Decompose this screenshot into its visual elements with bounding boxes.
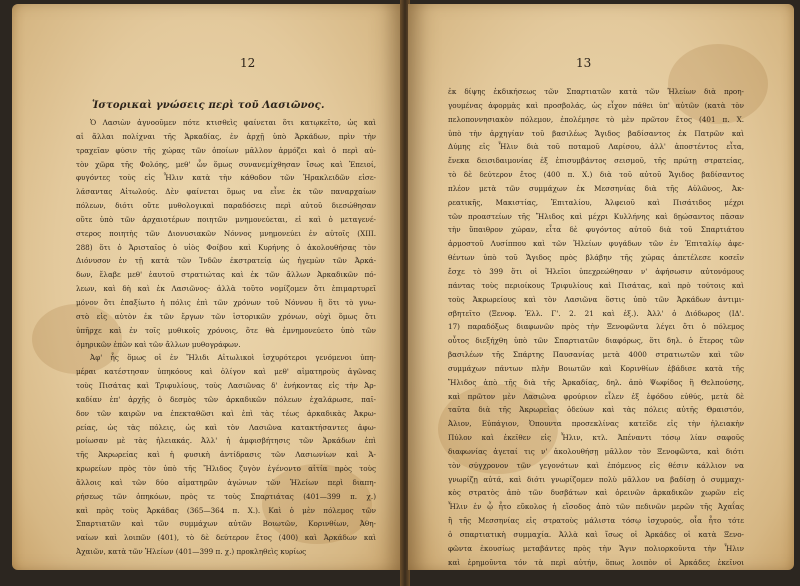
text-line: μόνον ὅτι ἐπαξίωτο ἡ πόλις ἐπὶ τῶν χρόνων τοῦ Νόννου ἢ ὅτι τὸ γνω- <box>76 297 376 307</box>
text-line: καὶ πρῶτον μὲν Λασιῶνα φρούριον εἶλεν ἐξ ἐφόδου εὐθύς, μετὰ δὲ <box>448 391 744 401</box>
right-page <box>408 4 794 570</box>
text-line: δων, ἔλαβε μεθ' ἑαυτοῦ στρατιώτας καὶ ἐκ τῶν ἄλλων Ἀρκαδικῶν πό- <box>76 270 376 280</box>
section-heading: Ἱστορικαὶ γνώσεις περὶ τοῦ Λασιῶνος. <box>92 100 325 111</box>
text-line: ὁ σπαρτιατικὴ συμμαχία. Ἀλλὰ καὶ ἴσως οἱ Ἀρκάδες οἱ κατὰ Ξενο- <box>448 530 744 539</box>
text-line: ὑπῆρχε καὶ ἐν τοῖς μυθικοῖς χρόνοις, ὅτε θὰ ἐμνημονεύετο ὑπὸ τῶν <box>76 325 376 335</box>
text-line: πόλεων, διότι οὔτε μυθολογικαὶ παραδόσεις περὶ αὐτοῦ διεσώθησαν <box>76 201 376 211</box>
text-line: τοὺς Πισάτας καὶ Τριφυλίους, τοὺς Λασιῶνας δ' ἐνήκοντας εἰς τὴν Ἀρ- <box>76 381 376 391</box>
left-page <box>12 4 402 570</box>
text-line: ὁμηρικῶν ἐπῶν καὶ τῶν ἄλλων μυθογράφων. <box>76 339 241 349</box>
text-line: στὸ εἰς αὐτὸν ἐκ τῶν ἔργων τῶν ἱστορικῶν χρόνων, οὐχὶ ὅμως ὅτι <box>76 311 376 321</box>
text-line: συμμάχων πάντων πλὴν Βοιωτῶν καὶ Κορινθίων ἐβάδισε κατὰ τῆς <box>448 363 744 373</box>
text-line: λεων, καὶ δὴ καὶ ἐκ Λασιῶνος· ἀλλὰ τοῦτο νομίζομεν ὅτι ἐπιμαρτυρεῖ <box>76 284 376 294</box>
text-line: καὶ ἐρημοῦντα τόν τὰ περὶ αὐτήν, ὅπως λοιπὸν οἱ Ἀρκάδες ἐκεῖνοι <box>448 557 744 567</box>
text-line: οὔτε ὑπὸ τῶν ἀρχαιοτέρων ποιητῶν μνημονεύεται, εἰ καὶ ὁ μεταγενέ- <box>76 214 376 224</box>
text-line: γνωρίζῃ αὐτά, καὶ διότι γνωρίζομεν πολὺ μᾶλλον να βαδίσῃ ὁ συμμαχι- <box>448 474 744 484</box>
text-line: στερος ποιητὴς τῶν Διονυσιακῶν Νόννος μνημονεύει ἐν αὐτοῖς (ΧΙΙΙ. <box>76 228 376 238</box>
text-line: Ἀχαιῶν, κατὰ τῶν Ἠλείων (401—399 π. χ.) προκληθεὶς κυρίως <box>76 547 307 557</box>
text-line: δον τῶν καιρῶν να ἐπεκταθῶσι καὶ ἐπὶ τὰς τέως ἀρκαδικὰς Ἀκρω- <box>76 408 376 418</box>
text-line: Σπαρτιατῶν καὶ τῶν συμμάχων αὐτῶν Βοιωτῶν, Κορινθίων, Ἀθη- <box>76 519 376 529</box>
text-line: τὸν χῶρα τῆς Φολόης, μεθ' ὧν ὅμως συνανεμίχθησαν ἴσως καὶ Ἐπειοί, <box>76 159 376 169</box>
text-line: φῶντα ἑκουσίως μεταβάντες πρὸς τὴν Ἄγιν πολιορκοῦντα τὴν Ἦλιν <box>448 543 744 553</box>
text-line: Ἀλιον, Εὐπάγιον, Ὀπουντα προσεκλίνας κατεῖδε εἰς τὴν ἠλειακὴν <box>448 419 744 429</box>
text-line: θέντων ὑπὸ τοῦ Ἄγιδος πρὸς βλάβην τῆς χώρας ἀπετέλεσε κοσεῖν <box>448 253 744 263</box>
text-line: ἁρμοστοῦ Λυσίππου καὶ τῶν Ἠλείων φυγάδων τῶν ἐν Ἐπιταλίῳ ἀφε- <box>448 239 744 249</box>
text-line: καὶ πρὸς τοὺς Ἀρκάδας (365—364 π. Χ.). Καὶ ὁ μὲν πόλεμος τῶν <box>76 505 376 515</box>
text-line: Ἦλιν ἐν ᾧ ἦτο εὔκολος ἡ εἴσοδος ἀπὸ τῶν πεδινῶν μερῶν τῆς Ἀχαΐας <box>448 502 744 512</box>
page-number: 13 <box>576 56 592 70</box>
text-line: ἢ τῆς Μεσσηνίας εἰς στρατοὺς μάλιστα τόσῳ ἰσχυρούς, οἷα ἦτο τότε <box>448 516 744 526</box>
text-line: Ἀφ' ἧς ὅμως οἱ ἐν Ἤλιδι Αἰτωλικοὶ ἰσχυρότεροι γενόμενοι ὑπη- <box>90 353 376 363</box>
text-line: Διόνυσον ἐν τῇ κατὰ τῶν Ἰνδῶν ἐκστρατείᾳ ὡς ἡγεμὼν τῶν Ἀρκά- <box>76 256 376 266</box>
text-line: τὴν ὕπαιθρον χώραν, εἶτα δὲ φυγόντος αὐτοῦ διὰ τοῦ Σπαρτιάτου <box>448 225 744 235</box>
text-line: βασιλέων τῆς Σπάρτης Παυσανίας μετὰ 4000 στρατιωτῶν καὶ τῶν <box>448 350 744 360</box>
text-line: αἱ ἄλλαι πολίχναι τῆς Ἀρκαδίας, ἐν ἀρχῇ ὑπὸ Ἀρκάδων, πρὶν τὴν <box>76 131 376 141</box>
text-line: 17) παραδόξως διαφωνῶν πρὸς τὴν Ξενοφῶντα λέγει ὅτι ὁ πόλεμος <box>448 322 744 332</box>
left-body-text <box>76 116 376 559</box>
text-line: ταῦτα διὰ τῆς Ἀκρωρείας ὁδεύων καὶ τὰς πόλεις αὐτῆς Θραιστόν, <box>448 405 744 415</box>
text-line: πλέον μετὰ τῶν συμμάχων ἐκ Μεσσηνίας διὰ τῆς Αὐλῶνος, Ἀκ- <box>448 183 744 193</box>
text-line: φυγόντες τοὺς εἰς Ἦλιν κατὰ τὴν κάθοδον τῶν Ἡρακλειδῶν εἰσε- <box>76 173 376 183</box>
text-line: Δύμης εἰς Ἦλιν διὰ τοῦ ποταμοῦ Λαρίσου, ἀλλ' ἀποστέντος εἶτα, <box>448 142 744 152</box>
text-line: πελοποννησιακὸν πόλεμον, ἐπολέμησε τὸ μὲν πρῶτον ἔτος (401 π. Χ. <box>448 114 744 124</box>
text-line: γουμένας ἀφορμὰς καὶ προσβολάς, ὡς εἶχον πάθει ὑπ' αὐτῶν (κατὰ τὸν <box>448 100 744 110</box>
text-line: τῶν προαστείων τῆς Ἤλιδος καὶ μέχρι Κυλλήνης καὶ δῃώσαντος πᾶσαν <box>448 211 744 221</box>
text-line: 288) ὅτι ὁ Ἀρισταῖος ὁ υἱὸς Φοίβου καὶ Κυρήνης ὁ ἀκολουθήσας τὸν <box>76 242 376 252</box>
text-line: σβητεῖτο (Ξενοφ. Ἑλλ. Γ'. 2. 21 καὶ ἑξ.). Ἀλλ' ὁ Διόδωρος (ΙΔ'. <box>448 308 744 318</box>
text-line: Ἤλιδος ἀπὸ τῆς διὰ τῆς Ἀρκαδίας, δηλ. ἀπὸ Ψωφίδος ἢ Θελπούσης, <box>448 377 744 387</box>
right-body-text <box>448 85 744 570</box>
text-line: τῆς Ἀκρωρείας καὶ ἡ φυσικὴ ἀντίδρασις τῶν Λασιωνίων καὶ Ἀ- <box>76 450 376 460</box>
text-line: ὑπὸ τὴν ἀρχηγίαν τοῦ βασιλέως Ἄγιδος βαδίσαντος ἐκ Πατρῶν καὶ <box>448 128 744 138</box>
text-line: ἕνεκα δεισιδαιμονίας ἐξ ἐπισυμβάντος σεισμοῦ, τῆς πρώτῃ στρατείας, <box>448 156 744 166</box>
open-book <box>12 0 794 586</box>
text-line: κὸς στρατὸς ἀπὸ τῶν δυσβάτων καὶ ὀρεινῶν ἀρκαδικῶν χωρῶν εἰς <box>448 488 744 498</box>
text-line: Ὁ Λασιὼν ἀγνοοῦμεν πότε κτισθεὶς φαίνεται ὅτι κατῳκεῖτο, ὡς καὶ <box>90 118 376 127</box>
text-line: ναίων καὶ λοιπῶν (401), τὸ δὲ δεύτερον ἔτος (400) καὶ Ἀρκάδων καὶ <box>76 533 376 543</box>
text-line: διαφωνίας ἀγεταί τις ν' ἀκολουθήσῃ μᾶλλον τὸν Ξενοφῶντα, καὶ διότι <box>448 446 744 456</box>
text-line: ἔσχε τὸ 399 ὅτι οἱ Ἠλεῖοι ὑπεχρεώθησαν ν' ἀφήσωσιν αὐτονόμους <box>448 266 744 276</box>
text-line: Πύλον καὶ ἐκεῖθεν εἰς Ἦλιν, κτλ. Ἀπέναντι τόσῳ λίαν σαφοῦς <box>448 433 744 443</box>
text-line: ἄλλοις καὶ τῶν δύο αἱματηρῶν ἀγώνων τῶν Ἠλείων περὶ διαπη- <box>76 477 376 487</box>
text-line: ρήσεως τῶν ὁπηκόων, πρὸς τε τοὺς Σπαρτιάτας (401—399 π. χ.) <box>76 491 376 501</box>
text-line: μοίωσαν μὲ τὰς ἠλειακάς. Ἀλλ' ἡ ἀμφισβήτησις τῶν Ἀρκάδων ἐπὶ <box>76 436 376 446</box>
text-line: τραχεῖαν φύσιν τῆς χώρας τῶν ὁποίων μᾶλλον ἁρμόζει καὶ ὁ περὶ αὐ- <box>76 145 376 155</box>
text-line: ρεατικῆς, Μακιστίας, Ἐπιταλίου, Ἀλφειοῦ καὶ Πισάτιδος μέχρι <box>448 197 744 207</box>
text-line: κρωρείων πρὸς τὸν ὑπὸ τῆς Ἤλιδος ζυγὸν ἐγένοντο αἰτία πρὸς τοὺς <box>76 464 376 474</box>
text-line: οὗτος διεξήχθη ὑπὸ τῶν Σπαρτιατῶν διαφόρως, ὅτι δηλ. ὁ ἕτερος τῶν <box>448 336 744 346</box>
text-line: τοὺς Ἀκρωρείους καὶ τὸν Λασιῶνα ὅστις ὑπὸ τῶν Ἀρκάδων ἀντιμι- <box>448 294 744 304</box>
text-line: καδίαν ἐπ' ἀρχῆς ὁ δεσμὸς τῶν ἀρκαδικῶν πόλεων ἐχαλάρωσε, παῖ- <box>76 394 376 404</box>
text-line: λάσαντας Αἰτωλούς. Δὲν φαίνεται ὅμως να εἶνε ἐκ τῶν παναρχαίων <box>76 187 376 197</box>
text-line: ρείας, ὡς τὰς πόλεις, ὡς καὶ τὸν Λασιῶνα κατακτήσαντες ἀφω- <box>76 422 376 432</box>
text-line: τὸ δὲ δεύτερον ἔτος (400 π. Χ.) διὰ τοῦ αὐτοῦ Ἄγιδος βαδίσαντος <box>448 170 744 180</box>
text-line: μέραι κατέστησαν ὑπηκόους καὶ ὀλίγον καὶ μεθ' αἱματηροὺς ἀγῶνας <box>76 367 376 377</box>
page-number: 12 <box>240 56 256 70</box>
text-line: πάντας τοὺς περιοίκους Τριφυλίους καὶ Πισάτας, καὶ πρὸ τούτοις καὶ <box>448 280 744 290</box>
text-line: ἐκ δίψης ἐκδικήσεως τῶν Σπαρτιατῶν κατὰ τῶν Ἠλείων διὰ προη- <box>448 87 744 96</box>
text-line: τὸν σύγχρονον τῶν γεγονότων καὶ ἐπόμενος εἰς θέσιν κάλλιον να <box>448 460 744 470</box>
